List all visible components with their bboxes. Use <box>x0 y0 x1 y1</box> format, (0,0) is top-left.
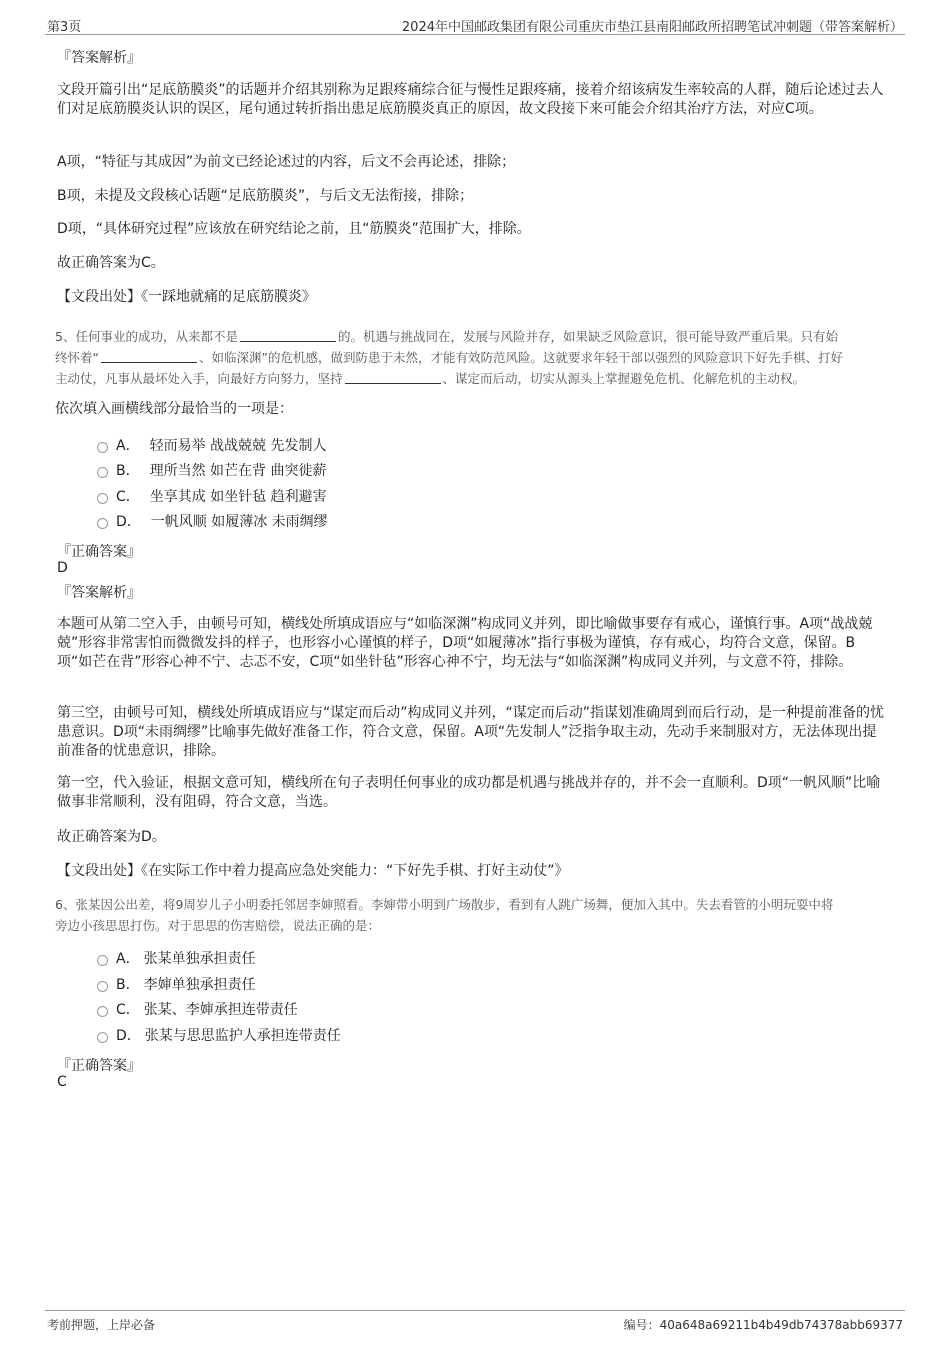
q6-stem <box>55 894 905 936</box>
q6-option-b[interactable]: B． 李婶单独承担责任 <box>97 974 256 996</box>
q5-conclusion: 故正确答案为D。 <box>57 829 166 845</box>
q5-stem-part: 、谋定而后动，切实从源头上掌握避免危机、化解危机的主动权。 <box>442 371 806 386</box>
q5-option-a[interactable]: A． 轻而易举 战战兢兢 先发制人 <box>97 435 326 457</box>
q4-analysis-para4: D项，“具体研究过程”应该放在研究结论之前，且“筋膜炎”范围扩大，排除。 <box>57 221 531 237</box>
q6-stem-part: 旁边小孩思思打伤。对于思思的伤害赔偿，说法正确的是： <box>55 918 381 933</box>
q5-stem-part: 终怀着“ <box>55 350 99 365</box>
q4-analysis-para3: B项，未提及文段核心话题“足底筋膜炎”，与后文无法衔接，排除； <box>57 188 474 204</box>
radio-icon[interactable] <box>97 1032 108 1043</box>
q4-conclusion: 故正确答案为C。 <box>57 255 165 271</box>
q6-option-d[interactable]: D． 张某与思思监护人承担连带责任 <box>97 1025 341 1047</box>
q5-analysis-label: 『答案解析』 <box>57 585 141 601</box>
q4-analysis-para1: 文段开篇引出“足底筋膜炎”的话题并介绍其别称为足跟疼痛综合征与慢性足跟疼痛，接着介绍该病发生率较高的人群，随后论述过去人们对足底筋膜炎认识的误区，尾句通过转折指出患足底筋膜炎真正的原因，故文段接下来可能会介绍其治疗方法，对应C项。 <box>57 82 884 117</box>
q5-analysis-para2: 第三空，由顿号可知，横线处所填成语应与“谋定而后动”构成同义并列，“谋定而后动”指谋划准确周到而后行动，是一种提前准备的忧患意识。D项“未雨绸缪”比喻事先做好准备工作，符合文意，保留。A项“先发制人”泛指争取主动，先动手来制服对方，无法体现出提前准备的忧患意识，排除。 <box>57 705 885 759</box>
q5-stem <box>55 326 905 389</box>
q4-source: 【文段出处】《一踩地就痛的足底筋膜炎》 <box>57 289 316 305</box>
page-footer <box>45 1310 905 1335</box>
q4-analysis-label: 『答案解析』 <box>57 50 141 66</box>
document-title: 2024年中国邮政集团有限公司重庆市垫江县南阳邮政所招聘笔试冲刺题（带答案解析） <box>401 20 903 35</box>
footer-slogan: 考前押题，上岸必备 <box>47 1318 156 1332</box>
radio-icon[interactable] <box>97 467 108 478</box>
q6-answer: C <box>57 1074 67 1090</box>
radio-icon[interactable] <box>97 955 108 966</box>
q5-stem-part: 、如临深渊”的危机感，做到防患于未然，才能有效防范风险。这就要求年轻干部以强烈的风险意识下好先手棋、打好 <box>198 350 843 365</box>
document-id: 编号：40a648a69211b4b49db74378abb69377 <box>623 1318 903 1332</box>
q6-stem-part: 6、张某因公出差，将9周岁儿子小明委托邻居李婶照看。李婶带小明到广场散步，看到有人跳广场舞，便加入其中。失去看管的小明玩耍中将 <box>55 897 834 912</box>
q6-option-c[interactable]: C． 张某、李婶承担连带责任 <box>97 999 298 1021</box>
q5-stem-part: 的。机遇与挑战同在，发展与风险并存，如果缺乏风险意识，很可能导致严重后果。只有始 <box>337 329 838 344</box>
q6-answer-label: 『正确答案』 <box>57 1058 141 1074</box>
page-header <box>45 14 905 35</box>
q6-option-a[interactable]: A． 张某单独承担责任 <box>97 948 256 970</box>
fill-blank-3 <box>345 371 441 384</box>
radio-icon[interactable] <box>97 493 108 504</box>
radio-icon[interactable] <box>97 981 108 992</box>
q5-prompt: 依次填入画横线部分最恰当的一项是： <box>55 401 293 417</box>
radio-icon[interactable] <box>97 1006 108 1017</box>
q5-stem-part: 主动仗，凡事从最坏处入手，向最好方向努力，坚持 <box>55 371 343 386</box>
fill-blank-2 <box>101 350 197 363</box>
q5-stem-part: 5、任何事业的成功，从来都不是 <box>55 329 238 344</box>
radio-icon[interactable] <box>97 442 108 453</box>
radio-icon[interactable] <box>97 518 108 529</box>
q5-answer-label: 『正确答案』 <box>57 544 141 560</box>
q5-analysis-para3: 第一空，代入验证，根据文意可知，横线所在句子表明任何事业的成功都是机遇与挑战并存的，并不会一直顺利。D项“一帆风顺”比喻做事非常顺利，没有阻碍，符合文意，当选。 <box>57 775 881 810</box>
q5-option-d[interactable]: D． 一帆风顺 如履薄冰 未雨绸缪 <box>97 511 328 533</box>
page-number: 第3页 <box>47 20 82 35</box>
q4-analysis-para2: A项，“特征与其成因”为前文已经论述过的内容，后文不会再论述，排除； <box>57 154 516 170</box>
q5-option-c[interactable]: C． 坐享其成 如坐针毡 趋利避害 <box>97 486 327 508</box>
q5-answer: D <box>57 560 68 576</box>
q5-option-b[interactable]: B． 理所当然 如芒在背 曲突徙薪 <box>97 460 327 482</box>
q5-analysis-para1: 本题可从第二空入手，由顿号可知，横线处所填成语应与“如临深渊”构成同义并列，即比喻做事要存有戒心，谨慎行事。A项“战战兢兢”形容非常害怕而微微发抖的样子，也形容小心谨慎的样子，D项“如履薄冰”指行事极为谨慎，存有戒心，均符合文意，保留。B项“如芒在背”形容心神不宁、忐忑不安，C项“如坐针毡”形容心神不宁，均无法与“如临深渊”构成同义并列，与文意不符，排除。 <box>57 616 873 670</box>
q5-source: 【文段出处】《在实际工作中着力提高应急处突能力：“下好先手棋、打好主动仗”》 <box>57 863 569 879</box>
fill-blank-1 <box>240 329 336 342</box>
